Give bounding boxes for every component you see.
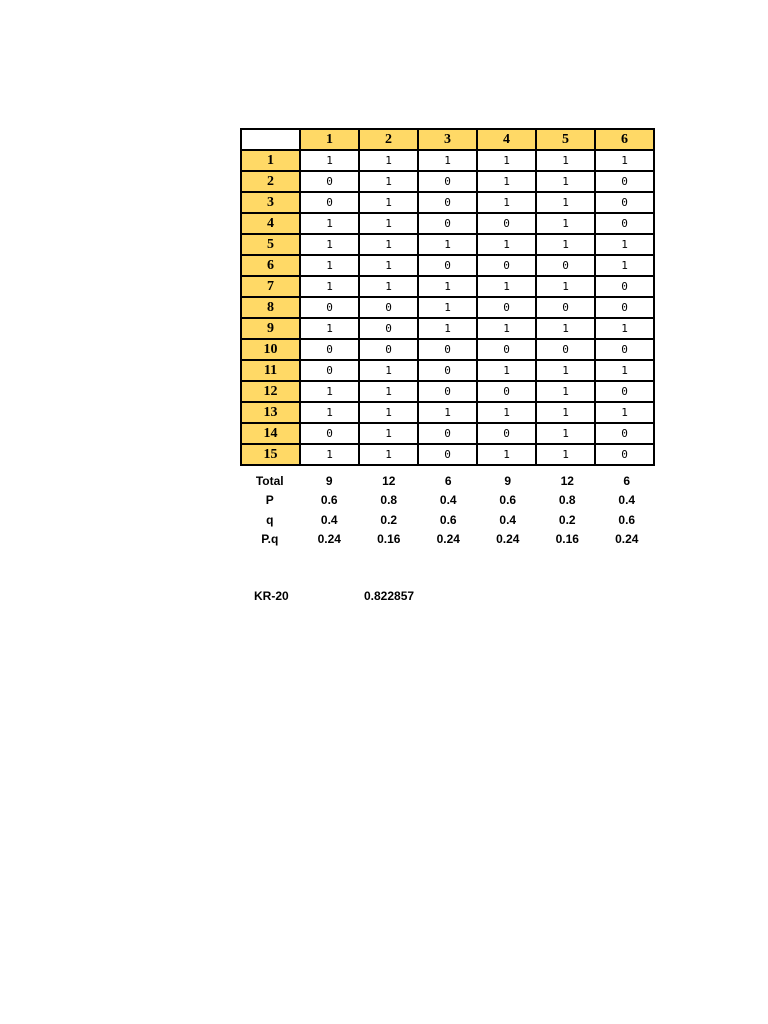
score-cell[interactable]: 1 — [359, 444, 418, 465]
summary-row — [240, 510, 657, 530]
score-cell[interactable]: 1 — [477, 444, 536, 465]
summary-cell[interactable]: 0.24 — [496, 532, 520, 547]
score-cell[interactable]: 0 — [477, 423, 536, 444]
score-cell[interactable]: 1 — [536, 276, 595, 297]
summary-label[interactable]: Total — [255, 473, 284, 488]
summary-cell[interactable]: 0.4 — [618, 493, 636, 508]
summary-cell[interactable]: 0.8 — [558, 493, 576, 508]
score-cell[interactable]: 0 — [595, 192, 654, 213]
table-row — [241, 213, 654, 234]
score-cell[interactable]: 1 — [359, 192, 418, 213]
score-cell[interactable]: 1 — [300, 150, 359, 171]
score-cell[interactable]: 1 — [536, 318, 595, 339]
score-cell[interactable]: 1 — [477, 150, 536, 171]
row-header[interactable]: 9 — [241, 318, 300, 339]
score-cell[interactable]: 0 — [418, 213, 477, 234]
score-cell[interactable]: 0 — [536, 255, 595, 276]
kr20-label[interactable]: KR-20 — [254, 589, 289, 603]
score-cell[interactable]: 0 — [418, 444, 477, 465]
table-row — [241, 339, 654, 360]
row-header[interactable]: 2 — [241, 171, 300, 192]
summary-cell[interactable]: 0.8 — [380, 493, 398, 508]
summary-table — [240, 471, 657, 549]
table-row — [241, 150, 654, 171]
item-response-table — [240, 128, 655, 466]
score-cell[interactable]: 1 — [300, 381, 359, 402]
summary-cell[interactable]: 0.4 — [320, 512, 338, 527]
score-cell[interactable]: 0 — [300, 360, 359, 381]
score-cell[interactable]: 1 — [300, 255, 359, 276]
table-row — [241, 444, 654, 465]
row-header[interactable]: 13 — [241, 402, 300, 423]
score-cell[interactable]: 1 — [359, 360, 418, 381]
summary-cell[interactable]: 0.6 — [618, 512, 636, 527]
score-cell[interactable]: 1 — [536, 360, 595, 381]
score-cell[interactable]: 0 — [477, 297, 536, 318]
score-cell[interactable]: 0 — [595, 423, 654, 444]
score-cell[interactable]: 1 — [300, 444, 359, 465]
score-cell[interactable]: 0 — [418, 255, 477, 276]
table-row — [241, 234, 654, 255]
summary-cell[interactable]: 0.6 — [499, 493, 517, 508]
score-cell[interactable]: 1 — [595, 318, 654, 339]
row-header[interactable]: 12 — [241, 381, 300, 402]
score-cell[interactable]: 0 — [595, 444, 654, 465]
score-cell[interactable]: 0 — [477, 213, 536, 234]
score-cell[interactable]: 1 — [300, 318, 359, 339]
score-cell[interactable]: 0 — [418, 171, 477, 192]
summary-cell[interactable]: 9 — [325, 473, 333, 488]
score-cell[interactable]: 1 — [418, 150, 477, 171]
score-cell[interactable]: 1 — [359, 402, 418, 423]
summary-cell[interactable]: 0.4 — [439, 493, 457, 508]
score-cell[interactable]: 1 — [359, 255, 418, 276]
summary-row — [240, 491, 657, 511]
score-cell[interactable]: 0 — [359, 318, 418, 339]
score-cell[interactable]: 1 — [477, 234, 536, 255]
summary-cell[interactable]: 0.6 — [439, 512, 457, 527]
score-cell[interactable]: 0 — [418, 423, 477, 444]
header-row — [241, 129, 654, 150]
summary-cell[interactable]: 12 — [382, 473, 396, 488]
summary-cell[interactable]: 6 — [623, 473, 631, 488]
summary-row — [240, 471, 657, 491]
summary-cell[interactable]: 0.2 — [558, 512, 576, 527]
score-cell[interactable]: 1 — [536, 213, 595, 234]
score-cell[interactable]: 1 — [477, 192, 536, 213]
summary-cell[interactable]: 6 — [444, 473, 452, 488]
summary-cell[interactable]: 0.6 — [320, 493, 338, 508]
column-header[interactable]: 4 — [477, 129, 536, 150]
score-cell[interactable]: 1 — [595, 255, 654, 276]
score-cell[interactable]: 1 — [359, 171, 418, 192]
score-cell[interactable]: 1 — [595, 360, 654, 381]
row-header[interactable]: 5 — [241, 234, 300, 255]
summary-label[interactable]: P — [265, 493, 274, 508]
column-header[interactable]: 5 — [536, 129, 595, 150]
score-cell[interactable]: 0 — [418, 339, 477, 360]
kr20-value[interactable]: 0.822857 — [364, 589, 415, 603]
row-header[interactable]: 4 — [241, 213, 300, 234]
score-cell[interactable]: 1 — [418, 402, 477, 423]
score-cell[interactable]: 1 — [477, 402, 536, 423]
score-cell[interactable]: 0 — [595, 297, 654, 318]
table-row — [241, 360, 654, 381]
score-cell[interactable]: 1 — [477, 360, 536, 381]
score-cell[interactable]: 1 — [359, 150, 418, 171]
corner-cell[interactable] — [241, 129, 300, 150]
score-cell[interactable]: 1 — [300, 402, 359, 423]
score-cell[interactable]: 0 — [595, 213, 654, 234]
score-cell[interactable]: 1 — [418, 318, 477, 339]
table-row — [241, 402, 654, 423]
score-cell[interactable]: 0 — [300, 423, 359, 444]
score-cell[interactable]: 1 — [536, 381, 595, 402]
summary-cell[interactable]: 0.24 — [317, 532, 341, 547]
row-header[interactable]: 15 — [241, 444, 300, 465]
score-cell[interactable]: 0 — [418, 192, 477, 213]
score-cell[interactable]: 0 — [477, 255, 536, 276]
table-row — [241, 381, 654, 402]
score-cell[interactable]: 1 — [359, 276, 418, 297]
summary-cell[interactable]: 0.24 — [436, 532, 460, 547]
row-header[interactable]: 11 — [241, 360, 300, 381]
column-header[interactable]: 2 — [359, 129, 418, 150]
row-header[interactable]: 7 — [241, 276, 300, 297]
score-cell[interactable]: 1 — [595, 150, 654, 171]
score-cell[interactable]: 0 — [595, 276, 654, 297]
table-row — [241, 423, 654, 444]
summary-cell[interactable]: 0.16 — [555, 532, 579, 547]
table-row — [241, 192, 654, 213]
row-header[interactable]: 6 — [241, 255, 300, 276]
score-cell[interactable]: 1 — [300, 234, 359, 255]
score-cell[interactable]: 1 — [536, 192, 595, 213]
score-cell[interactable]: 0 — [477, 381, 536, 402]
score-cell[interactable]: 1 — [477, 318, 536, 339]
table-row — [241, 318, 654, 339]
score-cell[interactable]: 1 — [536, 171, 595, 192]
score-cell[interactable]: 1 — [595, 234, 654, 255]
row-header[interactable]: 1 — [241, 150, 300, 171]
score-cell[interactable]: 0 — [477, 339, 536, 360]
score-cell[interactable]: 1 — [418, 234, 477, 255]
score-cell[interactable]: 0 — [536, 297, 595, 318]
table-row — [241, 171, 654, 192]
summary-cell[interactable]: 9 — [504, 473, 512, 488]
summary-label[interactable]: q — [266, 512, 274, 527]
score-cell[interactable]: 0 — [536, 339, 595, 360]
score-cell[interactable]: 0 — [300, 339, 359, 360]
summary-row — [240, 530, 657, 550]
score-cell[interactable]: 1 — [359, 234, 418, 255]
score-cell[interactable]: 0 — [300, 171, 359, 192]
score-cell[interactable]: 1 — [595, 402, 654, 423]
score-cell[interactable]: 1 — [300, 276, 359, 297]
table-row — [241, 297, 654, 318]
score-cell[interactable]: 1 — [359, 381, 418, 402]
column-header[interactable]: 3 — [418, 129, 477, 150]
score-cell[interactable]: 1 — [418, 297, 477, 318]
score-cell[interactable]: 1 — [359, 423, 418, 444]
summary-cell[interactable]: 0.2 — [380, 512, 398, 527]
score-cell[interactable]: 1 — [536, 234, 595, 255]
row-header[interactable]: 8 — [241, 297, 300, 318]
score-cell[interactable]: 0 — [300, 297, 359, 318]
score-cell[interactable]: 1 — [536, 150, 595, 171]
score-cell[interactable]: 0 — [300, 192, 359, 213]
score-cell[interactable]: 0 — [595, 339, 654, 360]
score-cell[interactable]: 1 — [477, 171, 536, 192]
summary-label[interactable]: P.q — [261, 532, 279, 547]
score-cell[interactable]: 1 — [477, 276, 536, 297]
score-cell[interactable]: 1 — [359, 213, 418, 234]
column-header[interactable]: 6 — [595, 129, 654, 150]
column-header[interactable]: 1 — [300, 129, 359, 150]
table-row — [241, 276, 654, 297]
score-cell[interactable]: 1 — [300, 213, 359, 234]
row-header[interactable]: 10 — [241, 339, 300, 360]
score-cell[interactable]: 1 — [418, 276, 477, 297]
score-cell[interactable]: 0 — [359, 297, 418, 318]
row-header[interactable]: 14 — [241, 423, 300, 444]
summary-cell[interactable]: 0.16 — [377, 532, 401, 547]
table-row — [241, 255, 654, 276]
score-cell[interactable]: 0 — [418, 381, 477, 402]
score-cell[interactable]: 0 — [595, 171, 654, 192]
summary-cell[interactable]: 12 — [560, 473, 574, 488]
score-cell[interactable]: 0 — [595, 381, 654, 402]
summary-cell[interactable]: 0.4 — [499, 512, 517, 527]
score-cell[interactable]: 1 — [536, 423, 595, 444]
score-cell[interactable]: 1 — [536, 402, 595, 423]
summary-cell[interactable]: 0.24 — [615, 532, 639, 547]
score-cell[interactable]: 0 — [359, 339, 418, 360]
score-cell[interactable]: 1 — [536, 444, 595, 465]
row-header[interactable]: 3 — [241, 192, 300, 213]
score-cell[interactable]: 0 — [418, 360, 477, 381]
